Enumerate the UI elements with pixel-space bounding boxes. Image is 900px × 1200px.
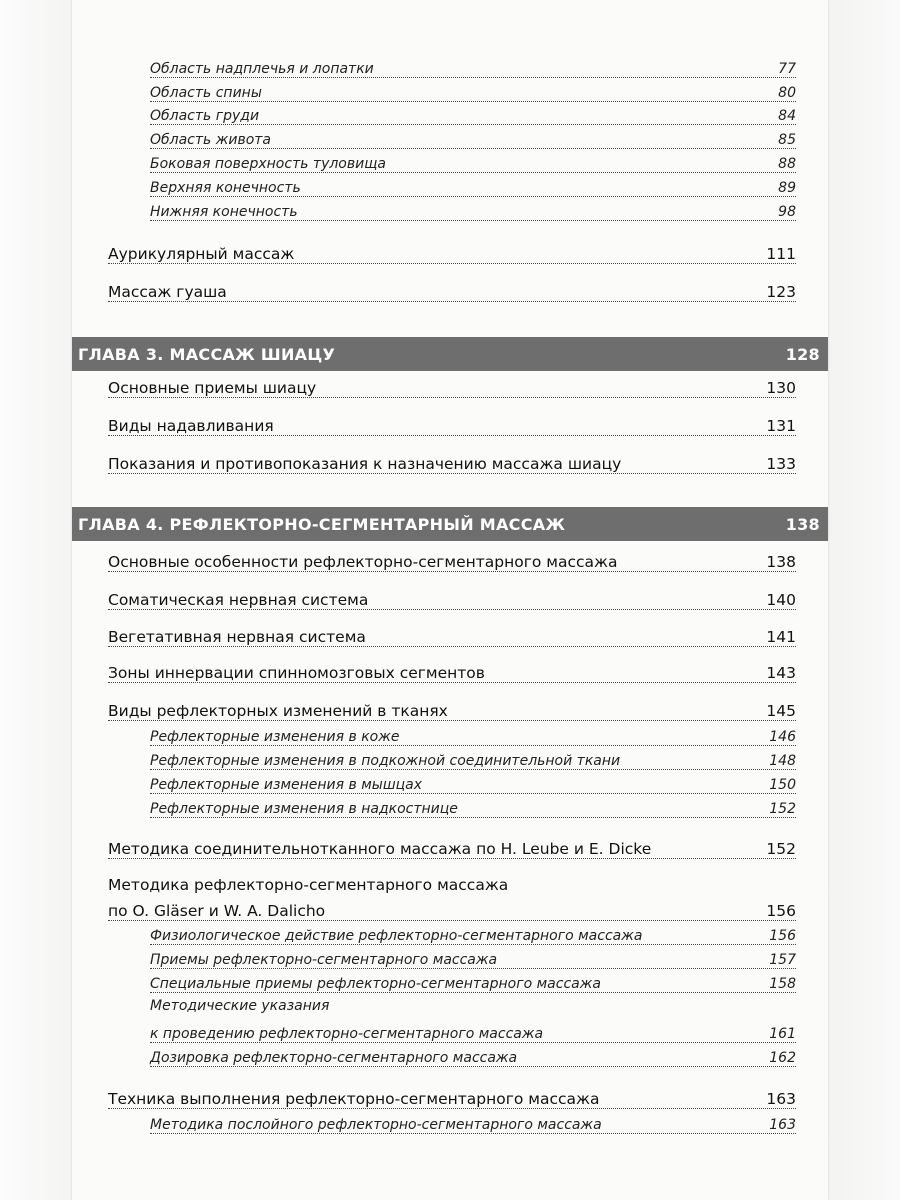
toc-entry-page: 162 xyxy=(769,1050,796,1066)
chapter-page: 128 xyxy=(785,344,820,364)
chapter-title: ГЛАВА 4. РЕФЛЕКТОРНО-СЕГМЕНТАРНЫЙ МАССАЖ xyxy=(78,514,566,534)
toc-entry[interactable] xyxy=(150,948,796,969)
toc-entry[interactable] xyxy=(150,773,796,794)
toc-entry-page: 161 xyxy=(769,1026,796,1042)
toc-entry-title: к проведению рефлекторно-сегментарного массажа xyxy=(150,1026,544,1042)
page-edge-left xyxy=(0,0,72,1200)
toc-entry-page: 85 xyxy=(778,132,796,148)
chapter-title: ГЛАВА 3. МАССАЖ ШИАЦУ xyxy=(78,344,336,364)
toc-entry-title: Вегетативная нервная система xyxy=(108,628,366,646)
toc-entry-page: 148 xyxy=(769,753,796,769)
toc-entry[interactable] xyxy=(150,176,796,197)
toc-entry-page: 146 xyxy=(769,729,796,745)
toc-entry-page: 133 xyxy=(766,455,796,473)
toc-entry-page: 158 xyxy=(769,976,796,992)
toc-entry-title: Основные особенности рефлекторно-сегментарного массажа xyxy=(108,553,618,571)
toc-entry-title: Область надплечья и лопатки xyxy=(150,61,374,77)
toc-entry-page: 141 xyxy=(766,628,796,646)
toc-entry-page: 84 xyxy=(778,108,796,124)
toc-entry-page: 98 xyxy=(778,204,796,220)
toc-entry-page: 163 xyxy=(766,1090,796,1108)
toc-entry-title: Методика послойного рефлекторно-сегментарного массажа xyxy=(150,1117,602,1133)
page-edge-right xyxy=(828,0,900,1200)
toc-entry-title: Соматическая нервная система xyxy=(108,591,369,609)
toc-entry[interactable] xyxy=(150,81,796,102)
toc-entry[interactable] xyxy=(150,924,796,945)
toc-entry[interactable] xyxy=(150,1046,796,1067)
toc-entry[interactable] xyxy=(150,1022,796,1043)
toc-entry-page: 140 xyxy=(766,591,796,609)
toc-entry-title: Зоны иннервации спинномозговых сегментов xyxy=(108,664,485,682)
toc-entry-title: Верхняя конечность xyxy=(150,180,301,196)
toc-entry-title: Дозировка рефлекторно-сегментарного массажа xyxy=(150,1050,518,1066)
chapter-heading[interactable] xyxy=(72,337,828,371)
toc-entry-page: 123 xyxy=(766,283,796,301)
toc-entry-page: 156 xyxy=(766,902,796,920)
toc-entry[interactable] xyxy=(108,453,796,474)
toc-entry-page: 152 xyxy=(769,801,796,817)
toc-entry[interactable] xyxy=(108,626,796,647)
toc-entry-title: Показания и противопоказания к назначению массажа шиацу xyxy=(108,455,622,473)
toc-entry[interactable] xyxy=(108,415,796,436)
chapter-page: 138 xyxy=(785,514,820,534)
toc-entry[interactable] xyxy=(108,838,796,859)
toc-entry-title: Приемы рефлекторно-сегментарного массажа xyxy=(150,952,498,968)
toc-entry-title: Аурикулярный массаж xyxy=(108,245,295,263)
toc-entry-title: Рефлекторные изменения в надкостнице xyxy=(150,801,458,817)
toc-entry-title: Боковая поверхность туловища xyxy=(150,156,386,172)
toc-entry[interactable] xyxy=(150,972,796,993)
toc-entry-page: 163 xyxy=(769,1117,796,1133)
toc-entry[interactable] xyxy=(108,551,796,572)
toc-entry-page: 89 xyxy=(778,180,796,196)
toc-entry-title: по O. Gläser и W. A. Dalicho xyxy=(108,902,326,920)
toc-entry[interactable] xyxy=(150,104,796,125)
toc-entry[interactable] xyxy=(150,128,796,149)
toc-entry[interactable] xyxy=(150,725,796,746)
toc-entry-page: 88 xyxy=(778,156,796,172)
toc-entry-page: 145 xyxy=(766,702,796,720)
toc-entry[interactable] xyxy=(108,1088,796,1109)
toc-entry-title: Область спины xyxy=(150,85,262,101)
toc-entry-title: Виды надавливания xyxy=(108,417,274,435)
toc-entry-title: Основные приемы шиацу xyxy=(108,379,317,397)
toc-entry-page: 152 xyxy=(766,840,796,858)
toc-entry-title-line1: Методика рефлекторно-сегментарного массажа xyxy=(108,876,509,894)
toc-entry-title: Область живота xyxy=(150,132,271,148)
toc-entry-title: Виды рефлекторных изменений в тканях xyxy=(108,702,448,720)
toc-entry-title: Специальные приемы рефлекторно-сегментарного массажа xyxy=(150,976,601,992)
toc-entry[interactable] xyxy=(150,200,796,221)
toc-entry-page: 77 xyxy=(778,61,796,77)
toc-entry-page: 130 xyxy=(766,379,796,397)
toc-entry-title: Методика соединительнотканного массажа по H. Leube и E. Dicke xyxy=(108,840,652,858)
toc-entry-title-line1: Методические указания xyxy=(150,998,330,1014)
toc-entry-title: Рефлекторные изменения в коже xyxy=(150,729,400,745)
toc-entry-title: Рефлекторные изменения в мышцах xyxy=(150,777,423,793)
toc-entry[interactable] xyxy=(150,797,796,818)
toc-entry-page: 80 xyxy=(778,85,796,101)
toc-entry[interactable] xyxy=(150,57,796,78)
toc-entry[interactable] xyxy=(150,1113,796,1134)
toc-entry-page: 150 xyxy=(769,777,796,793)
toc-entry[interactable] xyxy=(108,900,796,921)
toc-entry-page: 111 xyxy=(766,245,796,263)
chapter-heading[interactable] xyxy=(72,507,828,541)
toc-entry[interactable] xyxy=(150,749,796,770)
toc-page xyxy=(72,0,828,1200)
toc-entry-title: Область груди xyxy=(150,108,260,124)
toc-entry-page: 131 xyxy=(766,417,796,435)
toc-entry[interactable] xyxy=(108,700,796,721)
toc-entry[interactable] xyxy=(108,281,796,302)
toc-entry-page: 157 xyxy=(769,952,796,968)
toc-entry[interactable] xyxy=(108,377,796,398)
toc-entry-page: 156 xyxy=(769,928,796,944)
toc-entry[interactable] xyxy=(150,152,796,173)
toc-entry-page: 138 xyxy=(766,553,796,571)
toc-entry-title: Массаж гуаша xyxy=(108,283,227,301)
toc-entry-title: Техника выполнения рефлекторно-сегментарного массажа xyxy=(108,1090,600,1108)
toc-entry[interactable] xyxy=(108,589,796,610)
toc-entry-page: 143 xyxy=(766,664,796,682)
toc-entry-title: Рефлекторные изменения в подкожной соединительной ткани xyxy=(150,753,621,769)
toc-entry[interactable] xyxy=(108,662,796,683)
toc-entry[interactable] xyxy=(108,243,796,264)
toc-entry-title: Физиологическое действие рефлекторно-сегментарного массажа xyxy=(150,928,643,944)
toc-entry-title: Нижняя конечность xyxy=(150,204,298,220)
